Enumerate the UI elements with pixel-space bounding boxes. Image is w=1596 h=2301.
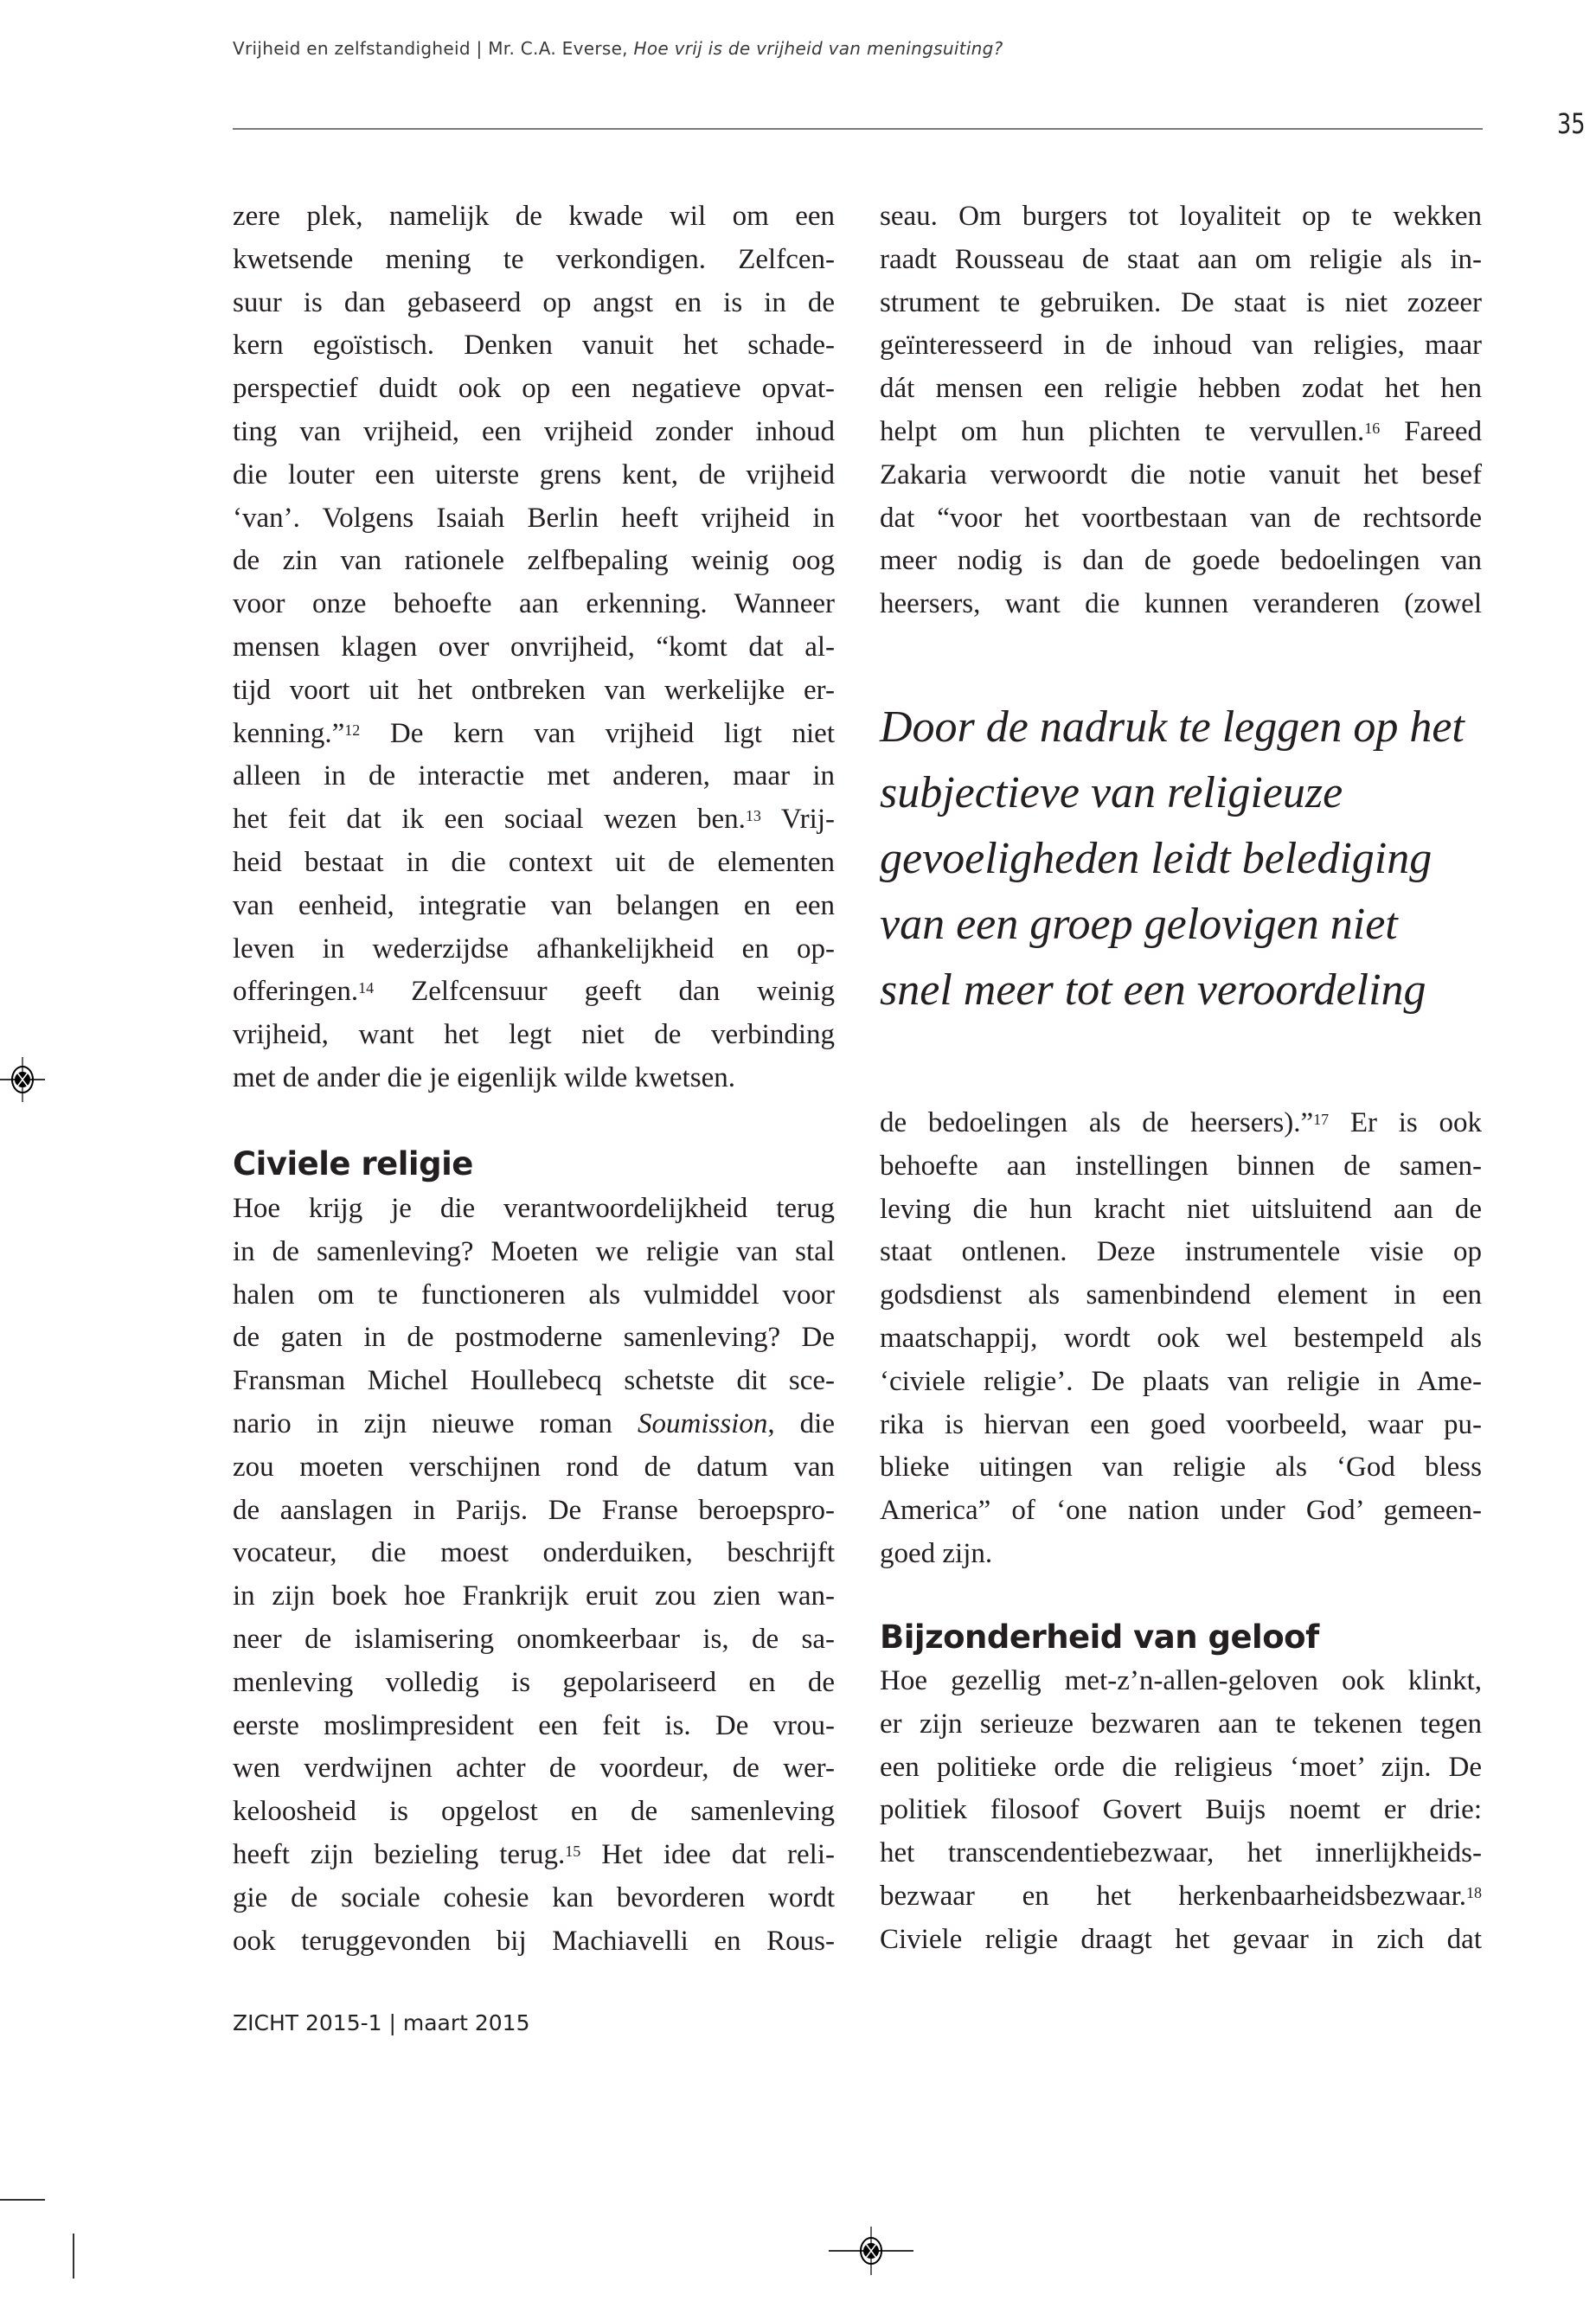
text-segment: seau. Om burgers tot loyaliteit op te wekken (880, 201, 1482, 232)
text-line (233, 798, 835, 842)
text-line (880, 1919, 1482, 1962)
text-line (233, 1747, 835, 1791)
text-line (233, 713, 835, 756)
text-segment: er zijn serieuze bezwaren aan te tekenen tegen (880, 1708, 1482, 1740)
text-segment: meer nodig is dan de goede bedoelingen van (880, 545, 1482, 577)
text-line (233, 755, 835, 798)
text-line (880, 324, 1482, 368)
text-segment: strument te gebruiken. De staat is niet zozeer (880, 286, 1482, 318)
text-line (233, 928, 835, 971)
text-line (880, 1145, 1482, 1189)
text-line (233, 1403, 835, 1446)
section-heading-bijzonderheid: Bijzonderheid van geloof (880, 1618, 1319, 1656)
left-paragraph-2 (233, 1188, 835, 1963)
text-segment: ‘civiele religie’. De plaats van religie in Ame- (880, 1365, 1482, 1397)
pull-quote-line: subjectieve van religieuze (880, 768, 1343, 817)
text-segment: zere plek, namelijk de kwade wil om een (233, 201, 835, 232)
text-line (880, 1703, 1482, 1747)
text-segment: de zin van rationele zelfbepaling weinig oog (233, 545, 835, 577)
text-line (880, 1274, 1482, 1317)
text-segment: godsdienst als samenbindend element in een (880, 1279, 1482, 1311)
section-heading-civiele-religie: Civiele religie (233, 1145, 473, 1183)
text-line (880, 1404, 1482, 1447)
text-segment: dát mensen een religie hebben zodat het hen (880, 373, 1482, 405)
text-line (233, 971, 835, 1014)
text-segment: ‘van’. Volgens Isaiah Berlin heeft vrijheid in (233, 502, 835, 534)
header-separator: | (476, 38, 483, 59)
text-line (880, 1446, 1482, 1490)
text-segment: helpt om hun plichten te vervullen. (880, 415, 1365, 447)
text-segment: suur is dan gebaseerd op angst en is in de (233, 286, 835, 318)
text-segment: De kern van vrijheid ligt niet (360, 717, 835, 749)
text-line (880, 411, 1482, 454)
header-author: Mr. C.A. Everse, (488, 38, 628, 59)
text-segment: Hoe krijg je die verantwoordelijkheid terug (233, 1193, 835, 1224)
text-segment: in de samenleving? Moeten we religie van stal (233, 1235, 835, 1267)
text-line (880, 239, 1482, 282)
footnote-reference: 16 (1364, 419, 1381, 437)
italic-title: Soumission (637, 1407, 768, 1439)
text-segment: Hoe gezellig met-z’n-allen-geloven ook klinkt, (880, 1665, 1482, 1696)
text-line (233, 540, 835, 583)
header-rule (233, 128, 1483, 130)
text-segment: ook teruggevonden bij Machiavelli en Rous- (233, 1925, 835, 1957)
right-paragraph-1 (880, 195, 1482, 626)
text-segment: leving die hun kracht niet uitsluitend aan de (880, 1193, 1482, 1225)
text-line (233, 1274, 835, 1317)
text-line (233, 1705, 835, 1748)
text-line (233, 1618, 835, 1662)
text-segment: Er is ook (1329, 1107, 1482, 1138)
text-segment: offeringen. (233, 976, 359, 1008)
footnote-reference: 17 (1313, 1111, 1330, 1128)
text-line (233, 282, 835, 325)
text-segment: nario in zijn nieuwe roman (233, 1407, 638, 1439)
text-segment: wen verdwijnen achter de voordeur, de wer- (233, 1753, 835, 1785)
text-segment: in zijn boek hoe Frankrijk eruit zou zien wan- (233, 1580, 835, 1612)
text-line (233, 497, 835, 541)
text-line (233, 1446, 835, 1490)
text-line (233, 670, 835, 713)
text-segment: politiek filosoof Govert Buijs noemt er drie: (880, 1794, 1482, 1826)
text-line (233, 626, 835, 670)
text-segment: Het idee dat reli- (580, 1838, 835, 1870)
text-segment: perspectief duidt ook op een negatieve opvat- (233, 373, 835, 405)
crop-mark-horizontal (0, 2199, 45, 2201)
text-line (233, 411, 835, 454)
footnote-reference: 18 (1466, 1883, 1482, 1901)
registration-mark-icon (0, 1054, 48, 1106)
text-segment: alleen in de interactie met anderen, maar in (233, 760, 835, 792)
text-line (233, 1317, 835, 1360)
text-line (233, 1575, 835, 1618)
text-segment: Zakaria verwoordt die notie vanuit het besef (880, 458, 1482, 490)
right-paragraph-2 (880, 1102, 1482, 1576)
text-line (880, 1832, 1482, 1875)
text-segment: kern egoïstisch. Denken vanuit het schade- (233, 330, 835, 362)
text-line (233, 1791, 835, 1834)
page-number: 35 (1557, 107, 1586, 140)
text-segment: heeft zijn bezieling terug. (233, 1838, 566, 1870)
header-article-title: Hoe vrij is de vrijheid van meningsuiting? (633, 38, 1003, 59)
text-segment: heid bestaat in die context uit de elementen (233, 846, 835, 878)
text-segment: menleving volledig is gepolariseerd en de (233, 1666, 835, 1698)
text-segment: ting van vrijheid, een vrijheid zonder inhoud (233, 415, 835, 447)
text-segment: de gaten in de postmoderne samenleving? De (233, 1322, 835, 1354)
text-line (880, 1660, 1482, 1703)
text-line (880, 1231, 1482, 1274)
text-segment: raadt Rousseau de staat aan om religie als in- (880, 243, 1482, 275)
footnote-reference: 12 (344, 721, 361, 739)
text-segment: zou moeten verschijnen rond de datum van (233, 1451, 835, 1483)
text-line (233, 1057, 835, 1100)
text-segment: staat ontlenen. Deze instrumentele visie op (880, 1236, 1482, 1268)
text-segment: Fransman Michel Houllebecq schetste dit sce- (233, 1365, 835, 1397)
text-segment: heersers, want die kunnen veranderen (zowel (880, 588, 1482, 620)
text-line (880, 1533, 1482, 1576)
text-line (880, 1747, 1482, 1790)
text-segment: vocateur, die moest onderduiken, beschrijft (233, 1537, 835, 1569)
text-segment: behoefte aan instellingen binnen de samen- (880, 1150, 1482, 1182)
text-line (880, 497, 1482, 541)
text-segment: Fareed (1380, 415, 1482, 447)
text-segment: die louter een uiterste grens kent, de vrijheid (233, 458, 835, 490)
text-line (233, 1834, 835, 1877)
text-segment: leven in wederzijdse afhankelijkheid en op- (233, 933, 835, 965)
pull-quote-line: van een groep gelovigen niet (880, 900, 1398, 949)
text-line (233, 1490, 835, 1533)
pull-quote-line: Door de nadruk te leggen op het (880, 702, 1465, 752)
text-line (233, 1920, 835, 1964)
text-segment: America” of ‘one nation under God’ gemeen- (880, 1495, 1482, 1527)
page-footer: ZICHT 2015-1 | maart 2015 (233, 2010, 530, 2035)
pull-quote-line: snel meer tot een veroordeling (880, 965, 1426, 1015)
text-line (880, 1102, 1482, 1145)
crop-mark-vertical (73, 2234, 74, 2279)
footnote-reference: 14 (358, 979, 375, 997)
text-segment: blieke uitingen van religie als ‘God bless (880, 1452, 1482, 1484)
footnote-reference: 15 (565, 1842, 581, 1860)
text-segment: Zelfcensuur geeft dan weinig (374, 976, 835, 1008)
text-line (880, 195, 1482, 239)
pull-quote (880, 695, 1503, 1023)
text-line (880, 1875, 1482, 1919)
text-line (233, 583, 835, 626)
text-line (233, 368, 835, 411)
text-line (233, 1014, 835, 1057)
text-segment: van eenheid, integratie van belangen en een (233, 889, 835, 921)
text-segment: , die (767, 1407, 835, 1439)
text-segment: het feit dat ik een sociaal wezen ben. (233, 804, 746, 836)
text-line (880, 1490, 1482, 1533)
text-segment: keloosheid is opgelost en de samenleving (233, 1796, 835, 1828)
text-line (233, 1532, 835, 1575)
text-segment: rika is hiervan een goed voorbeeld, waar pu- (880, 1408, 1482, 1440)
text-line (880, 540, 1482, 583)
header-section: Vrijheid en zelfstandigheid (233, 38, 471, 59)
text-line (233, 195, 835, 239)
text-segment: vrijheid, want het legt niet de verbinding (233, 1019, 835, 1051)
text-segment: geïnteresseerd in de inhoud van religies, maar (880, 330, 1482, 362)
text-line (880, 282, 1482, 325)
text-segment: kwetsende mening te verkondigen. Zelfcen- (233, 243, 835, 275)
text-line (233, 1231, 835, 1274)
text-segment: neer de islamisering onomkeerbaar is, de sa- (233, 1623, 835, 1655)
text-line (233, 324, 835, 368)
text-segment: eerste moslimpresident een feit is. De vrou- (233, 1709, 835, 1741)
text-segment: met de ander die je eigenlijk wilde kwetsen. (233, 1061, 735, 1093)
text-segment: goed zijn. (880, 1537, 993, 1569)
text-line (880, 454, 1482, 497)
footnote-reference: 13 (745, 807, 761, 825)
running-header (233, 38, 1003, 59)
right-paragraph-3 (880, 1660, 1482, 1962)
text-line (233, 239, 835, 282)
text-segment: maatschappij, wordt ook wel bestempeld als (880, 1322, 1482, 1354)
text-line (880, 1361, 1482, 1404)
text-segment: bezwaar en het herkenbaarheidsbezwaar. (880, 1880, 1466, 1912)
text-segment: een politieke orde die religieus ‘moet’ zijn. De (880, 1751, 1482, 1783)
text-line (233, 454, 835, 497)
text-line (880, 1189, 1482, 1232)
text-line (880, 1317, 1482, 1361)
text-segment: voor onze behoefte aan erkenning. Wanneer (233, 588, 835, 620)
text-segment: kenning.” (233, 717, 345, 749)
text-segment: dat “voor het voortbestaan van de rechtsorde (880, 502, 1482, 534)
left-paragraph-1 (233, 195, 835, 1100)
text-line (880, 583, 1482, 626)
text-line (233, 1662, 835, 1705)
text-line (880, 1789, 1482, 1832)
text-segment: mensen klagen over onvrijheid, “komt dat al- (233, 631, 835, 663)
text-segment: halen om te functioneren als vulmiddel voor (233, 1279, 835, 1311)
text-line (233, 1360, 835, 1403)
text-segment: tijd voort uit het ontbreken van werkelijke er- (233, 674, 835, 706)
text-segment: Civiele religie draagt het gevaar in zich dat (880, 1923, 1482, 1955)
text-line (233, 885, 835, 928)
text-segment: gie de sociale cohesie kan bevorderen wordt (233, 1881, 835, 1913)
text-segment: het transcendentiebezwaar, het innerlijkheids- (880, 1837, 1482, 1869)
pull-quote-line: gevoeligheden leidt belediging (880, 834, 1433, 883)
text-line (880, 368, 1482, 411)
text-line (233, 1877, 835, 1920)
registration-mark-icon (829, 2225, 915, 2277)
text-segment: de bedoelingen als de heersers).” (880, 1107, 1314, 1138)
text-segment: de aanslagen in Parijs. De Franse beroepspro- (233, 1494, 835, 1526)
text-segment: Vrij- (760, 804, 835, 836)
text-line (233, 842, 835, 885)
text-line (233, 1188, 835, 1231)
